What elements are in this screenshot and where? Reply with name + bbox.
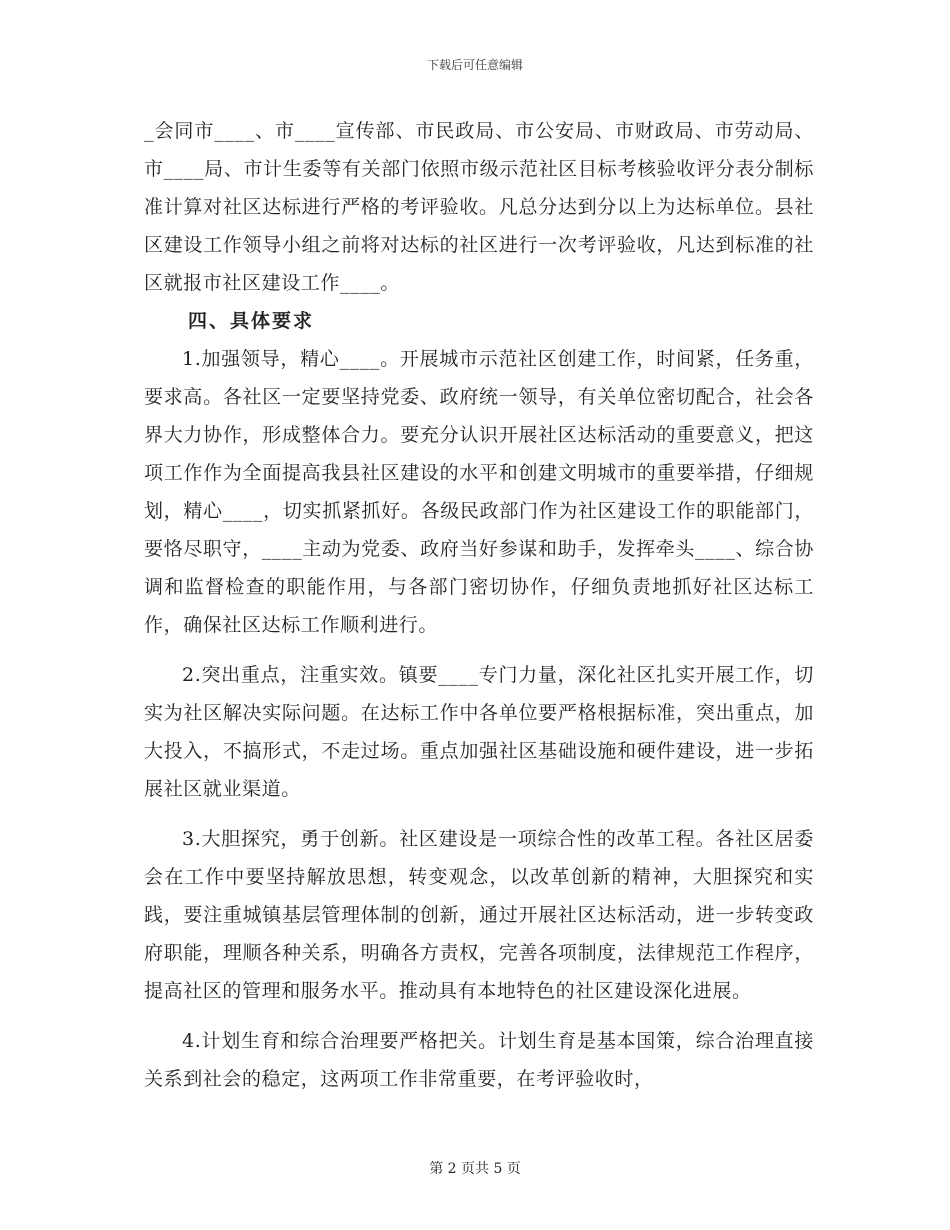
paragraph-1: 1.加强领导，精心____。开展城市示范社区创建工作，时间紧，任务重，要求高。各社区一定要坚持党委、政府统一领导，有关单位密切配合，社会各界大力协作，形成整体合力。要充分认识开展社区达标活动的重要意义，把这项工作作为全面提高我县社区建设的水平和创建文明城市的重要举措，仔细规划，精心____，切实抓紧抓好。各级民政部门作为社区建设工作的职能部门，要恪尽职守，____主动为党委、政府当好参谋和助手，发挥牵头____、综合协调和监督检查的职能作用，与各部门密切协作，仔细负责地抓好社区达标工作，确保社区达标工作顺利进行。: [144, 348, 814, 636]
document-body: [144, 112, 814, 1098]
page-number: 第 2 页共 5 页: [429, 1161, 521, 1177]
paragraph-intro: _会同市____、市____宣传部、市民政局、市公安局、市财政局、市劳动局、市____局、市计生委等有关部门依照市级示范社区目标考核验收评分表分制标准计算对社区达标进行严格的考评验收。凡总分达到分以上为达标单位。县社区建设工作领导小组之前将对达标的社区进行一次考评验收，凡达到标准的社区就报市社区建设工作____。: [144, 120, 814, 294]
paragraph-2: 2.突出重点，注重实效。镇要____专门力量，深化社区扎实开展工作，切实为社区解决实际问题。在达标工作中各单位要严格根据标准，突出重点，加大投入，不搞形式，不走过场。重点加强社区基础设施和硬件建设，进一步拓展社区就业渠道。: [144, 664, 814, 800]
section-heading: 四、具体要求: [188, 310, 315, 332]
page-header: 下载后可任意编辑: [426, 58, 523, 72]
paragraph-4: 4.计划生育和综合治理要严格把关。计划生育是基本国策，综合治理直接关系到社会的稳定，这两项工作非常重要，在考评验收时，: [144, 1030, 814, 1090]
paragraph-3: 3.大胆探究，勇于创新。社区建设是一项综合性的改革工程。各社区居委会在工作中要坚持解放思想，转变观念，以改革创新的精神，大胆探究和实践，要注重城镇基层管理体制的创新，通过开展社区达标活动，进一步转变政府职能，理顺各种关系，明确各方责权，完善各项制度，法律规范工作程序，提高社区的管理和服务水平。推动具有本地特色的社区建设深化进展。: [144, 828, 814, 1002]
